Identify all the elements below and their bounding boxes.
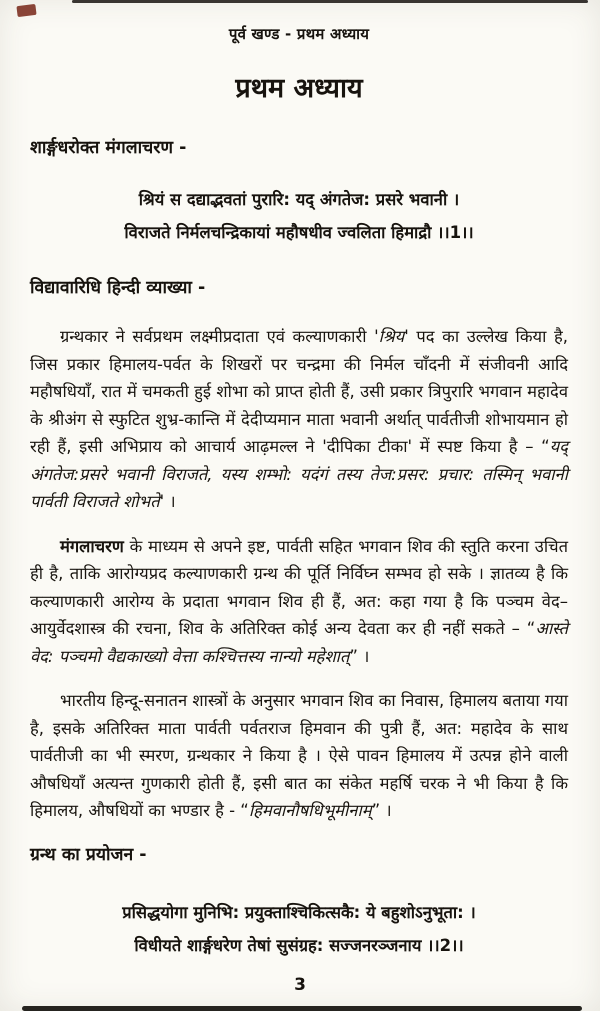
verse-2-line-1: प्रसिद्धयोगा मुनिभि: प्रयुक्ताश्चिकित्सकै: ये बहुशोऽनुभूता: । [122, 902, 476, 922]
running-header: पूर्व खण्ड - प्रथम अध्याय [228, 25, 370, 43]
commentary-paragraph-2: मंगलाचरण के माध्यम से अपने इष्ट, पार्वती सहित भगवान शिव की स्तुति करना उचित ही है, ताकि आरोग्यप्रद कल्याणकारी ग्रन्थ की पूर्ति निर्विघ्न सम्भव हो सके । ज्ञातव्य है कि कल्याणकारी आरोग्य के प्रदाता भगवान शिव ही हैं, अत: कहा गया है कि पञ्चम वेद– आयुर्वेदशास्त्र की रचना, शिव के अतिरिक्त कोई अन्य देवता कर ही नहीं सकते – “आस्ते वेद: पञ्चमो वैद्यकाख्यो वेत्ता कश्चित्तस्य नान्यो महेशात्” । [30, 536, 568, 666]
verse-2-line-2: विधीयते शार्ङ्गधरेण तेषां सुसंग्रह: सज्जनरञ्जनाय ।।2।। [134, 935, 464, 955]
scan-artifact-top-edge [72, 0, 588, 3]
section-heading-vyakhya: विद्यावारिधि हिन्दी व्याख्या - [30, 278, 206, 298]
scan-artifact-bottom-edge [22, 1006, 582, 1011]
commentary-paragraph-1: ग्रन्थकार ने सर्वप्रथम लक्ष्मीप्रदाता एवं कल्याणकारी 'श्रिय' पद का उल्लेख किया है, जिस प्रकार हिमालय-पर्वत के शिखरों पर चन्द्रमा की निर्मल चाँदनी में संजीवनी आदि महौषधियाँ, रात में चमकती हुई शोभा को प्राप्त होती हैं, उसी प्रकार त्रिपुरारि भगवान महादेव के श्रीअंग से स्फुटित शुभ्र-कान्ति में देदीप्यमान माता भवानी अर्थात् पार्वतीजी शोभायमान हो रही हैं, इसी अभिप्राय को आचार्य आढ़मल्ल ने 'दीपिका टीका' में स्पष्ट किया है – “यद् अंगतेज:प्रसरे भवानी विराजते, यस्य शम्भो: यदंगं तस्य तेज:प्रसर: प्रचार: तस्मिन् भवानी पार्वती विराजते शोभते' । [30, 327, 569, 511]
page-number: 3 [294, 975, 306, 995]
chapter-title: प्रथम अध्याय [235, 73, 363, 104]
verse-2 [30, 896, 568, 962]
section-heading-mangalacharan: शार्ङ्गधरोक्त मंगलाचरण - [30, 138, 187, 158]
commentary-paragraph-3: भारतीय हिन्दू-सनातन शास्त्रों के अनुसार भगवान शिव का निवास, हिमालय बताया गया है, इसके अतिरिक्त माता पार्वती पर्वतराज हिमवान की पुत्री हैं, अत: महादेव के साथ पार्वतीजी का भी स्मरण, ग्रन्थकार ने किया है । ऐसे पावन हिमालय में उत्पन्न होने वाली औषधियाँ अत्यन्त गुणकारी होती हैं, इसी बात का संकेत महर्षि चरक ने भी किया है कि हिमालय, औषधियों का भण्डार है - “हिमवानौषधिभूमीनाम्” । [30, 691, 568, 820]
verse-1-line-1: श्रियं स दद्याद्भवतां पुरारि: यद् अंगतेज: प्रसरे भवानी । [138, 190, 460, 209]
verse-1 [30, 183, 568, 249]
scan-artifact-corner-mark [16, 4, 36, 17]
verse-1-line-2: विराजते निर्मलचन्द्रिकायां महौषधीव ज्वलिता हिमाद्रौ ।।1।। [124, 223, 474, 242]
section-heading-prayojan: ग्रन्थ का प्रयोजन - [30, 844, 147, 865]
